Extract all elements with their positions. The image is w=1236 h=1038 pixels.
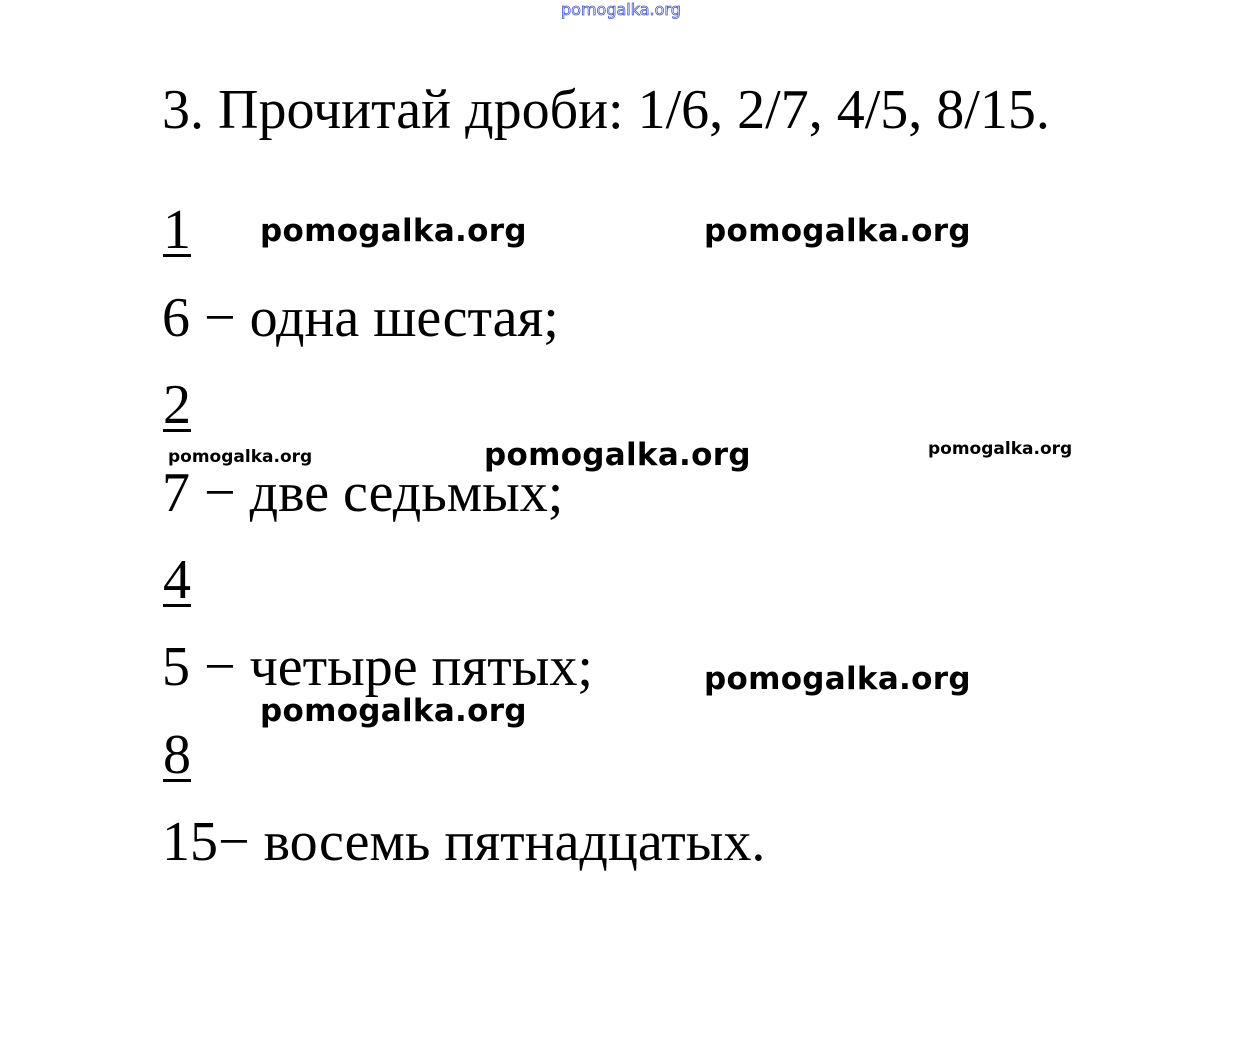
header-watermark: pomogalka.org <box>561 0 681 19</box>
watermark-text: pomogalka.org <box>168 447 313 467</box>
watermark-text: pomogalka.org <box>704 661 971 697</box>
watermark-text: pomogalka.org <box>928 439 1073 459</box>
watermark-text: pomogalka.org <box>260 693 527 729</box>
fraction-2-reading: 7 − две седьмых; <box>162 462 564 524</box>
fraction-2-numerator: 2 <box>163 374 191 436</box>
fraction-3-numerator: 4 <box>163 549 191 611</box>
watermark-text: pomogalka.org <box>484 437 751 473</box>
watermark-text: pomogalka.org <box>704 213 971 249</box>
task-title: 3. Прочитай дроби: 1/6, 2/7, 4/5, 8/15. <box>162 79 1050 141</box>
fraction-3-reading: 5 − четыре пятых; <box>162 636 593 698</box>
fraction-1-reading: 6 − одна шестая; <box>162 287 559 349</box>
fraction-1-numerator: 1 <box>163 199 191 261</box>
watermark-text: pomogalka.org <box>260 213 527 249</box>
fraction-4-numerator: 8 <box>163 724 191 786</box>
fraction-4-reading: 15− восемь пятнадцатых. <box>162 811 766 873</box>
